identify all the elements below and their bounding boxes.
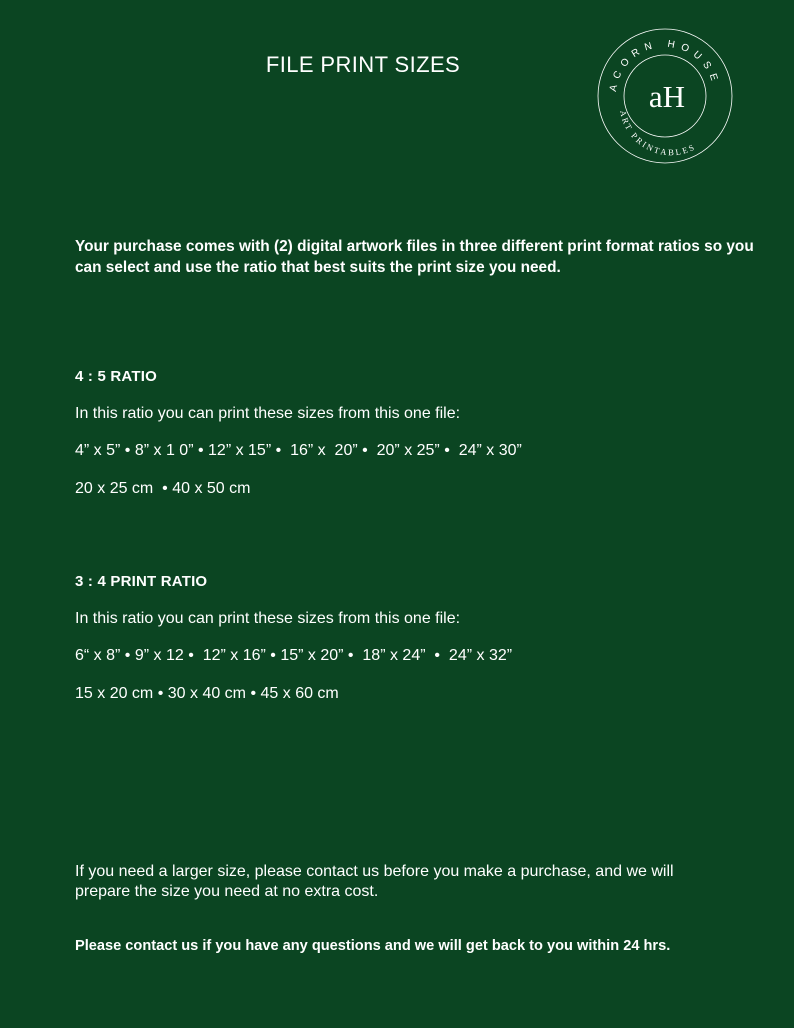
section-description: In this ratio you can print these sizes from this one file: <box>75 405 461 422</box>
cm-sizes: 20 x 25 cm • 40 x 50 cm <box>75 480 251 497</box>
section-heading: 3 : 4 PRINT RATIO <box>75 573 208 590</box>
inch-sizes: 4” x 5” • 8” x 1 0” • 12” x 15” • 16” x 20” • 20” x 25” • 24” x 30” <box>75 442 522 459</box>
page-title: FILE PRINT SIZES <box>265 52 461 77</box>
inch-sizes: 6“ x 8” • 9” x 12 • 12” x 16” • 15” x 20” • 18” x 24” • 24” x 32” <box>75 647 513 664</box>
cm-sizes: 15 x 20 cm • 30 x 40 cm • 45 x 60 cm <box>75 685 339 702</box>
contact-note: Please contact us if you have any questions and we will get back to you within 24 hrs. <box>75 938 671 954</box>
acorn-house-logo <box>596 27 734 165</box>
logo-arc-top-text: ACORN HOUSE <box>607 38 722 93</box>
section-heading: 4 : 5 RATIO <box>75 368 157 385</box>
section-description: In this ratio you can print these sizes from this one file: <box>75 610 461 627</box>
intro-paragraph: Your purchase comes with (2) digital artwork files in three different print format ratios so you can select and use the ratio that best suits the print size you need. <box>75 238 754 276</box>
logo-arc-bottom-text: ART PRINTABLES <box>618 109 698 158</box>
logo-monogram: aH <box>648 79 686 114</box>
larger-size-note: If you need a larger size, please contact us before you make a purchase, and we will prepare the size you need at no extra cost. <box>75 863 674 900</box>
